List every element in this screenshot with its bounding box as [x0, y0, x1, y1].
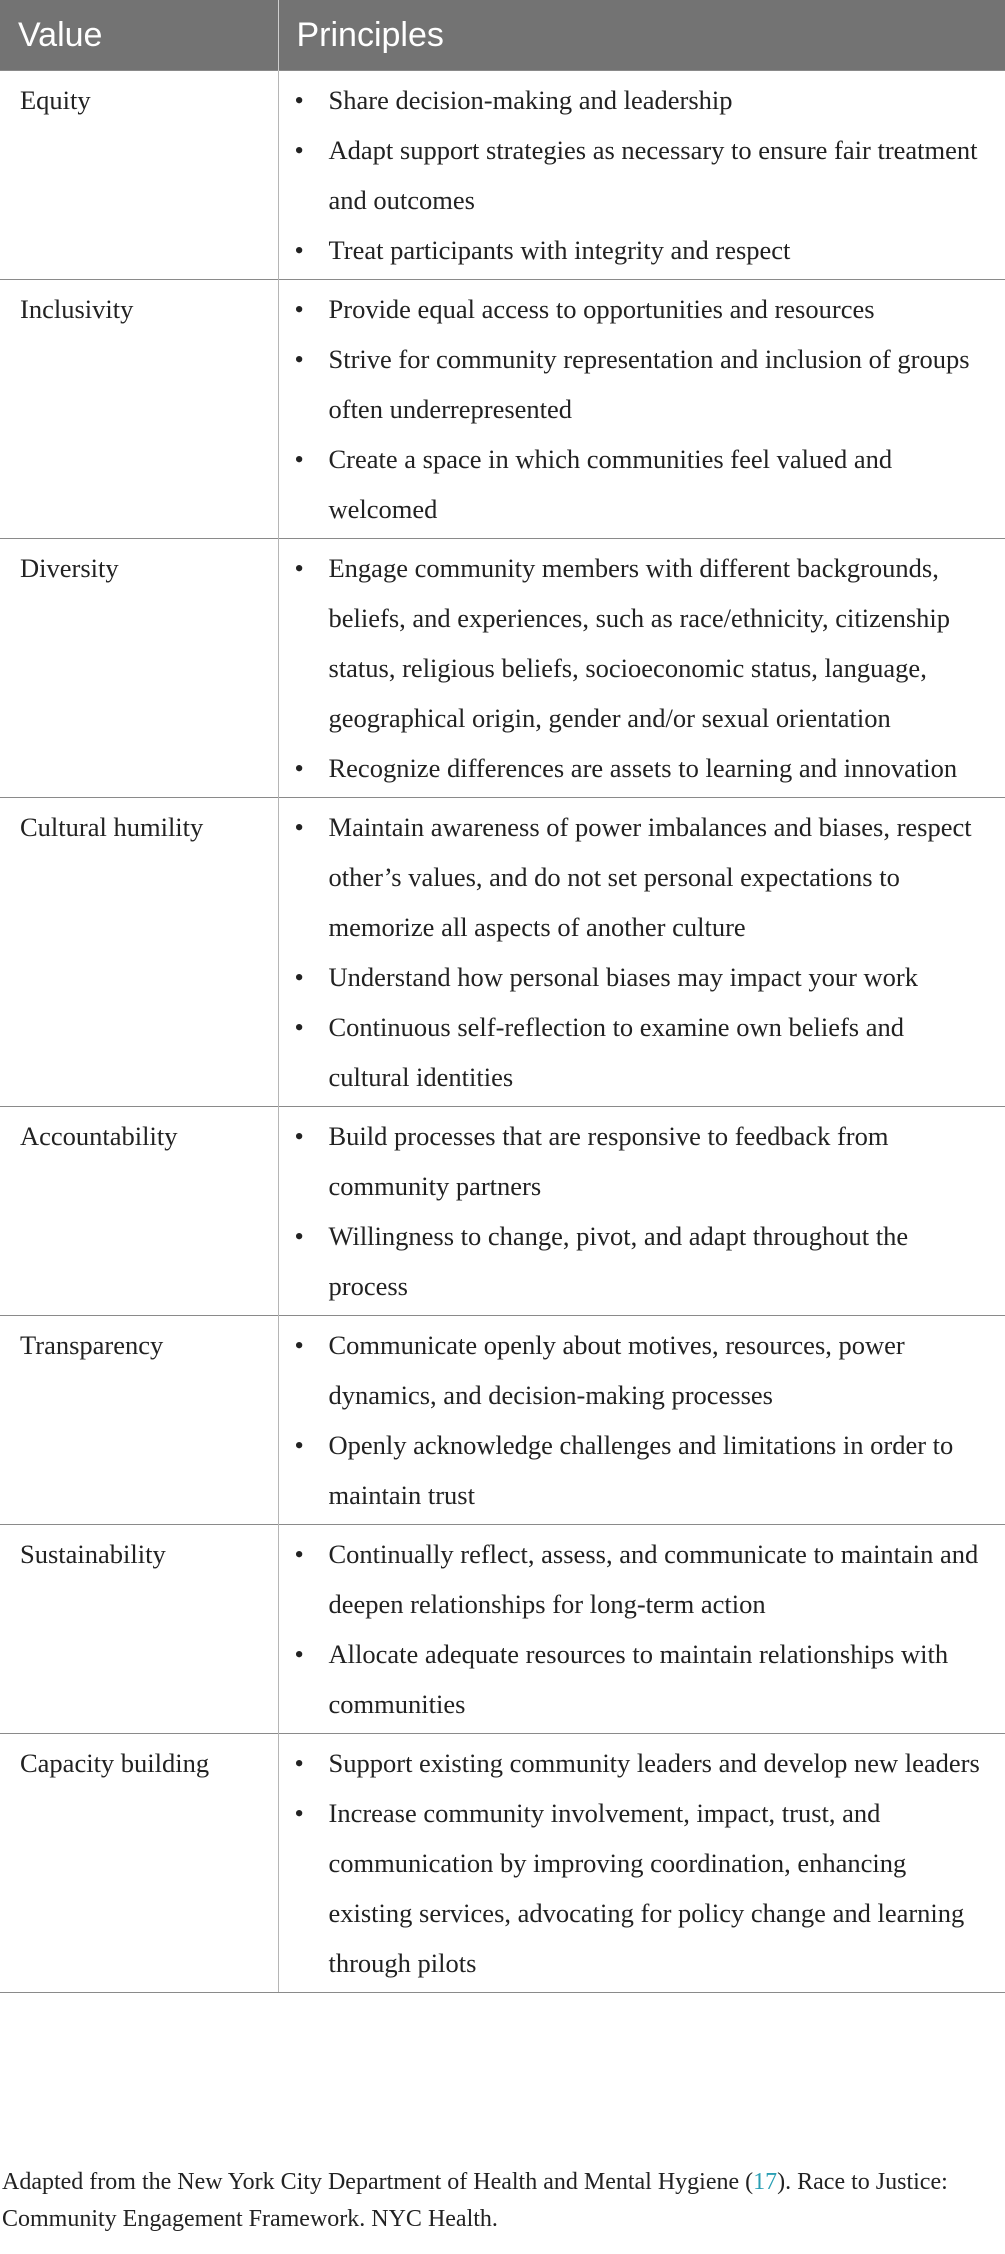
header-principles: Principles [278, 0, 1005, 71]
value-cell: Sustainability [0, 1525, 278, 1734]
header-value: Value [0, 0, 278, 71]
principle-item: • Strive for community representation and inclusion of groups often underrepresented [279, 334, 992, 434]
table-row [0, 798, 1005, 1107]
principle-item: • Communicate openly about motives, resources, power dynamics, and decision-making processes [279, 1320, 992, 1420]
table-row [0, 1734, 1005, 1993]
principle-item: • Understand how personal biases may impact your work [279, 952, 992, 1002]
value-cell: Transparency [0, 1316, 278, 1525]
table-row [0, 71, 1005, 280]
principle-item: • Increase community involvement, impact, trust, and communication by improving coordination, enhancing existing services, advocating for policy change and learning through pilots [279, 1788, 992, 1988]
table-row [0, 1107, 1005, 1316]
table-row [0, 1525, 1005, 1734]
principle-item: • Build processes that are responsive to feedback from community partners [279, 1111, 992, 1211]
principles-cell [278, 798, 1005, 1107]
principle-item: • Engage community members with different backgrounds, beliefs, and experiences, such as race/ethnicity, citizenship status, religious beliefs, socioeconomic status, language, geographical origin, gender and/or sexual orientation [279, 543, 992, 743]
table-row [0, 1316, 1005, 1525]
principles-cell [278, 1734, 1005, 1993]
principles-list [279, 543, 1005, 797]
footnote-text-before: Adapted from the New York City Department of Health and Mental Hygiene ( [2, 2169, 754, 2195]
principles-cell [278, 1107, 1005, 1316]
value-cell: Inclusivity [0, 280, 278, 539]
principle-item: • Continuous self-reflection to examine own beliefs and cultural identities [279, 1002, 992, 1102]
value-cell: Cultural humility [0, 798, 278, 1107]
value-cell: Capacity building [0, 1734, 278, 1993]
principle-item: • Willingness to change, pivot, and adapt throughout the process [279, 1211, 992, 1311]
principle-item: • Adapt support strategies as necessary to ensure fair treatment and outcomes [279, 125, 992, 225]
principles-list [279, 1320, 1005, 1524]
value-cell: Diversity [0, 539, 278, 798]
principle-item: • Provide equal access to opportunities and resources [279, 284, 992, 334]
header-row [0, 0, 1005, 71]
value-cell: Accountability [0, 1107, 278, 1316]
table-row [0, 280, 1005, 539]
principles-list [279, 1529, 1005, 1733]
principle-item: • Treat participants with integrity and respect [279, 225, 992, 275]
value-cell: Equity [0, 71, 278, 280]
principle-item: • Allocate adequate resources to maintain relationships with communities [279, 1629, 992, 1729]
principles-cell [278, 280, 1005, 539]
citation-link[interactable]: 17 [753, 2169, 778, 2195]
principle-item: • Continually reflect, assess, and communicate to maintain and deepen relationships for long-term action [279, 1529, 992, 1629]
table-footnote [2, 2164, 992, 2238]
principles-cell [278, 1525, 1005, 1734]
principles-list [279, 1738, 1005, 1992]
footnote-text-after: ). Race to Justice: Community Engagement Framework. NYC Health. [2, 2169, 948, 2232]
principle-item: • Openly acknowledge challenges and limitations in order to maintain trust [279, 1420, 992, 1520]
principle-item: • Recognize differences are assets to learning and innovation [279, 743, 992, 793]
principles-cell [278, 1316, 1005, 1525]
principle-item: • Maintain awareness of power imbalances and biases, respect other’s values, and do not set personal expectations to memorize all aspects of another culture [279, 802, 992, 952]
table-header [0, 0, 1005, 71]
principle-item: • Support existing community leaders and develop new leaders [279, 1738, 992, 1788]
principles-cell [278, 539, 1005, 798]
principles-list [279, 1111, 1005, 1315]
table-body [0, 71, 1005, 1993]
principles-list [279, 802, 1005, 1106]
principle-item: • Share decision-making and leadership [279, 75, 992, 125]
principles-cell [278, 71, 1005, 280]
table-row [0, 539, 1005, 798]
principles-list [279, 284, 1005, 538]
principle-item: • Create a space in which communities feel valued and welcomed [279, 434, 992, 534]
principles-list [279, 75, 1005, 279]
